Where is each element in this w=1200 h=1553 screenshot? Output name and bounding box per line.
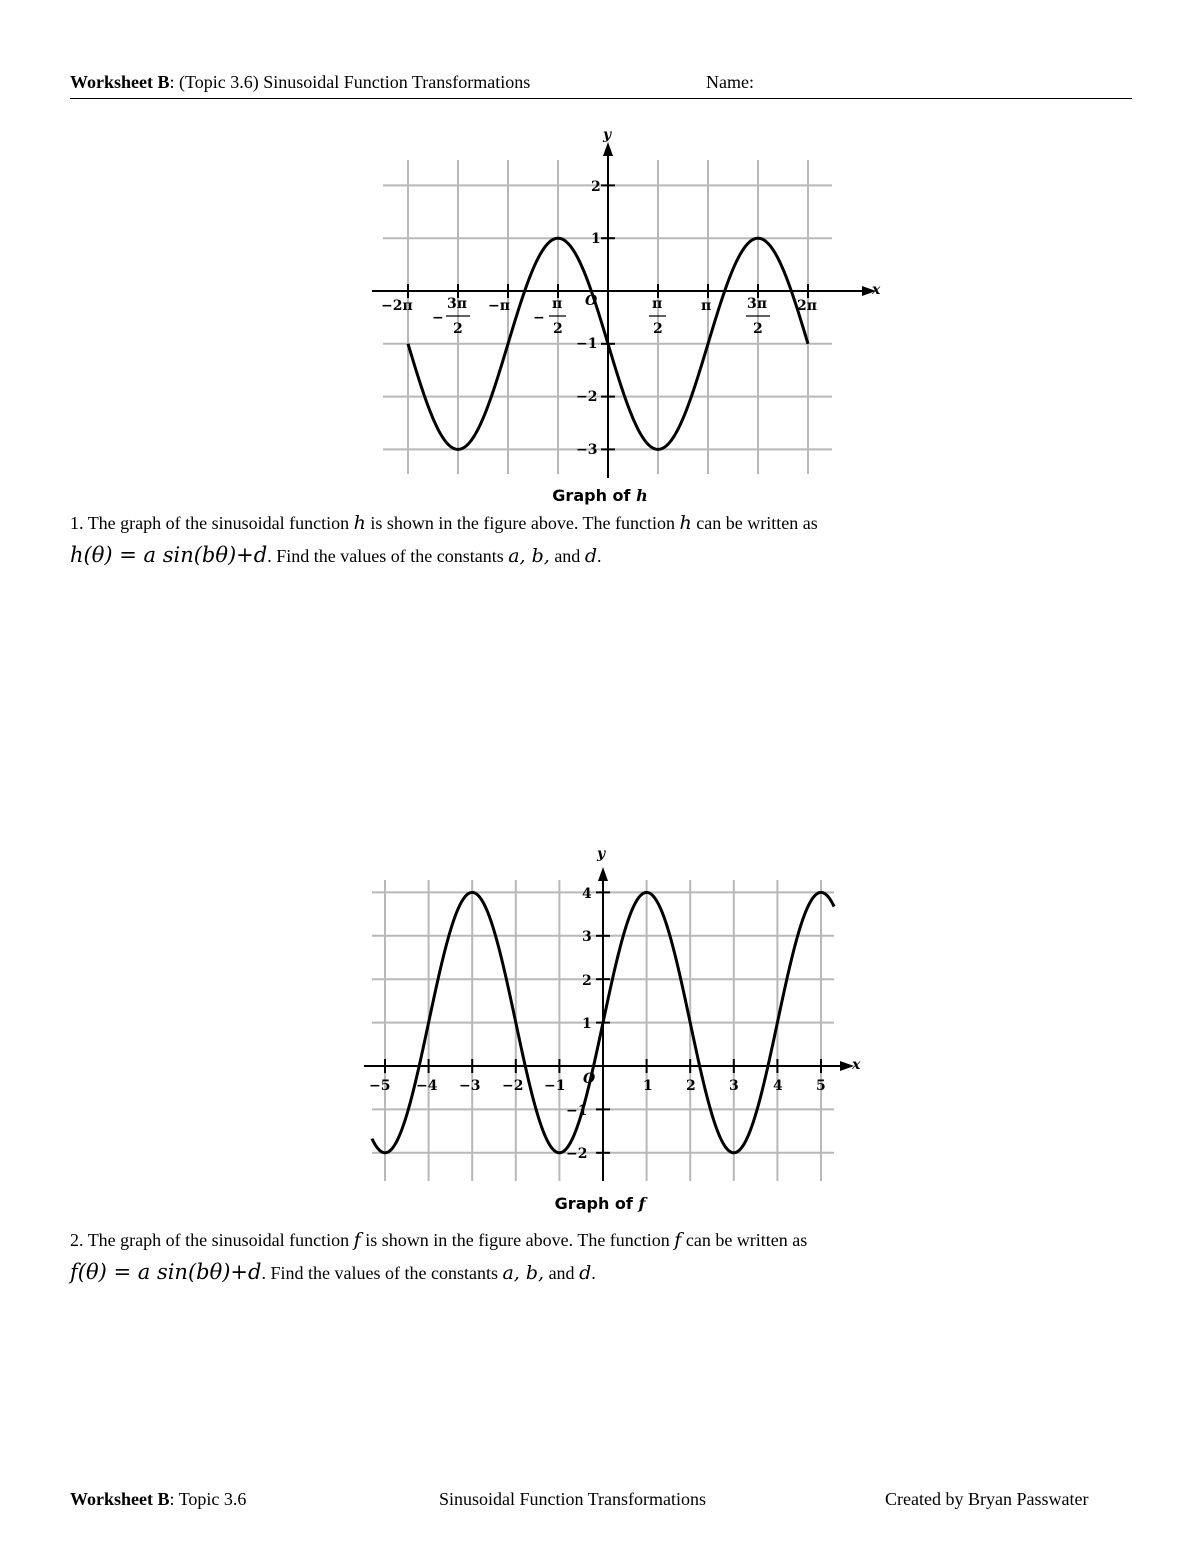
graph-h-x-axis-label: x [872,282,881,298]
graph-f-x-tick-label: 3 [729,1078,739,1094]
graph-h-y-tick-label: 1 [591,231,601,247]
graph-f-x-tick-label: 1 [643,1078,653,1094]
question-2-formula: f(θ) = a sin(bθ)+d [70,1260,262,1284]
question-1-var: h [679,512,692,534]
graph-h-x-tick-label: π [701,298,712,314]
question-2-text: . Find the values of the constants [261,1263,503,1283]
question-1-constants: a, b, [508,545,550,567]
graph-f-x-tick-label: −4 [416,1078,438,1094]
worksheet-topic: : (Topic 3.6) Sinusoidal Function Transformations [169,72,531,92]
graph-f-x-tick-label: −3 [459,1078,481,1094]
graph-h-origin-label: O [585,293,598,309]
graph-f-caption-var: f [638,1194,646,1213]
graph-f-y-axis-label: y [597,846,606,862]
question-1-line-1 [70,507,818,539]
question-1 [70,507,818,572]
question-1-line-2 [70,539,818,572]
question-2 [70,1224,807,1289]
graph-f-caption-prefix: Graph of [554,1194,639,1213]
graph-f-x-tick-label: 4 [773,1078,783,1094]
graph-h-x-tick-label: −π [488,298,510,314]
graph-h-y-tick-label: −2 [576,389,598,405]
footer-worksheet-label: Worksheet B [70,1489,170,1509]
question-2-var: f [353,1229,361,1251]
graph-h-x-tick-fraction [746,296,770,337]
graph-f-x-tick-label: 5 [816,1078,826,1094]
graph-h-x-tick-fraction [533,296,566,337]
question-2-number: 2. [70,1230,84,1250]
graph-f-x-axis-label: x [852,1057,861,1073]
question-2-constant-d: d [579,1262,592,1284]
graph-f-x-tick-label: −5 [369,1078,391,1094]
graph-h-x-tick-numerator: π [552,296,563,312]
question-2-text: can be written as [681,1230,808,1250]
graph-f-x-tick-label: −2 [502,1078,524,1094]
graph-f-y-tick-label: 3 [582,929,592,945]
question-1-period: . [596,546,602,566]
graph-h-x-tick-denominator: 2 [753,321,763,337]
graph-h-y-tick-label: −1 [576,336,598,352]
question-1-text: can be written as [691,513,818,533]
footer-topic: : Topic 3.6 [169,1489,247,1509]
graph-f [0,830,1200,1190]
graph-h-x-tick-denominator: 2 [453,321,463,337]
graph-h-x-tick-numerator: 3π [747,296,767,312]
graph-h-x-tick-sign: − [533,310,545,326]
question-2-line-1 [70,1224,807,1256]
graph-h-x-tick-label: 2π [797,298,817,314]
graph-f-caption [0,1194,1200,1213]
question-2-constants: a, b, [502,1262,545,1284]
graph-h-caption-prefix: Graph of [552,486,637,505]
graph-f-y-tick-label: −2 [566,1146,588,1162]
graph-h-x-tick-fraction [432,296,470,337]
footer-right: Created by Bryan Passwater [885,1489,1089,1509]
footer-center: Sinusoidal Function Transformations [439,1489,707,1509]
graph-h-x-tick-denominator: 2 [553,321,563,337]
question-2-text: The graph of the sinusoidal function [87,1230,354,1250]
graph-f-x-tick-label: −1 [544,1078,566,1094]
graph-f-y-tick-label: −1 [566,1103,588,1119]
question-1-text: The graph of the sinusoidal function [87,513,354,533]
name-label: Name: [706,72,754,92]
graph-h-x-tick-fraction [649,296,666,337]
graph-f-y-tick-label: 2 [582,973,592,989]
graph-h-caption-var: h [636,486,648,505]
graph-f-axes [364,867,854,1181]
question-2-var: f [674,1229,682,1251]
graph-f-y-tick-label: 1 [582,1016,592,1032]
graph-f-y-tick-label: 4 [582,886,592,902]
question-1-constant-d: d [584,545,597,567]
question-1-number: 1. [70,513,84,533]
footer-left [70,1489,246,1510]
question-1-text: . Find the values of the constants [267,546,509,566]
graph-f-x-tick-label: 2 [686,1078,696,1094]
question-1-formula: h(θ) = a sin(bθ)+d [70,543,268,567]
question-1-text: is shown in the figure above. The function [365,513,680,533]
graph-h-y-axis-label: y [603,127,612,143]
graph-h-caption [0,486,1200,505]
graph-h-x-tick-numerator: π [652,296,663,312]
worksheet-label: Worksheet B [70,72,170,92]
question-2-text: and [544,1263,580,1283]
graph-h-x-tick-sign: − [432,310,444,326]
question-2-text: is shown in the figure above. The function [360,1230,675,1250]
graph-f-origin-label: O [583,1071,596,1087]
question-2-line-2 [70,1256,807,1289]
question-1-text: and [549,546,585,566]
graph-h-y-tick-label: 2 [591,179,601,195]
graph-h-x-tick-denominator: 2 [653,321,663,337]
graph-h [0,0,1200,480]
question-2-period: . [591,1263,596,1283]
graph-h-y-tick-label: −3 [576,442,598,458]
graph-h-x-tick-numerator: 3π [447,296,467,312]
question-1-var: h [353,512,366,534]
graph-h-x-tick-label: −2π [381,298,413,314]
